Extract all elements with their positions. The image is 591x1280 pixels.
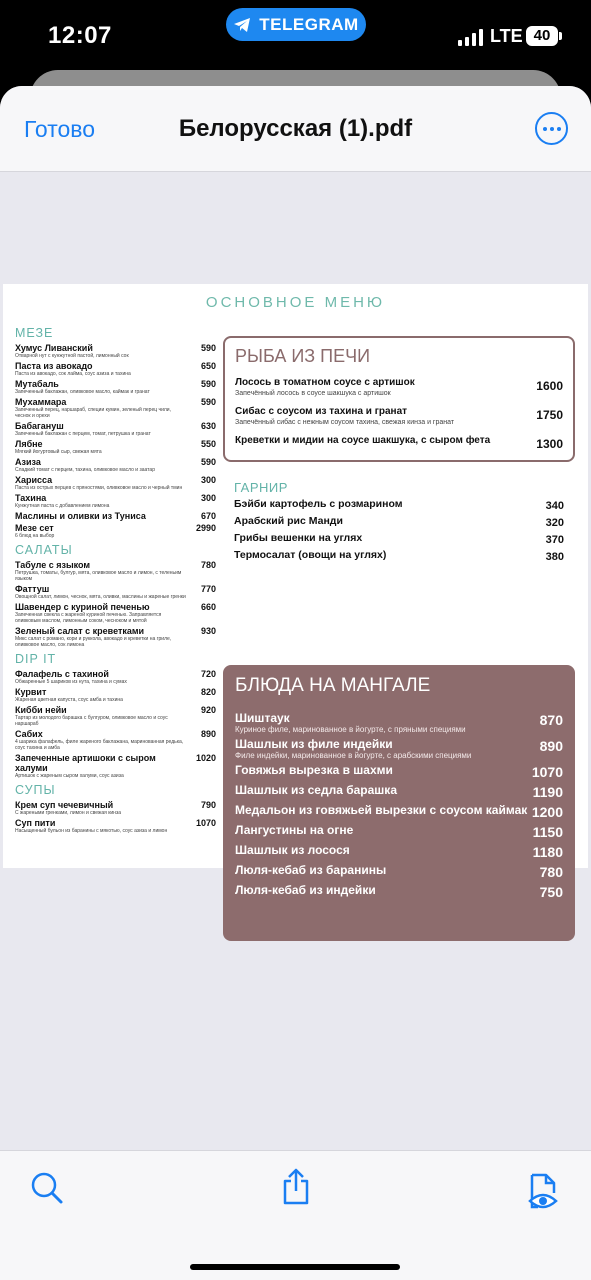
item-name: Фаттуш: [15, 584, 50, 594]
item-price: 550: [200, 439, 216, 449]
item-name: Медальон из говяжьей вырезки с соусом каймак: [235, 803, 528, 817]
item-name: Харисса: [15, 475, 53, 485]
item-name: Курвит: [15, 687, 47, 697]
item-name: Термосалат (овощи на углях): [234, 549, 387, 561]
item-description: Запечённый сибас с нежным соусом тахина, свежая кинза и гранат: [235, 419, 455, 426]
item-price: 1150: [532, 824, 563, 840]
item-price: 340: [545, 500, 564, 512]
menu-item: [15, 729, 216, 751]
item-description: Запеченный баклажан, оливковое масло, каймак и гранат: [15, 389, 150, 395]
home-indicator: [190, 1264, 400, 1270]
item-name: Сибас с соусом из тахина и гранат: [235, 406, 408, 417]
item-price: 590: [200, 379, 216, 389]
grill-title: БЛЮДА НА МАНГАЛЕ: [235, 675, 431, 696]
item-price: 1190: [532, 784, 563, 800]
item-name: Хумус Ливанский: [15, 343, 93, 353]
network-type: LTE: [490, 26, 523, 46]
item-name: Шиштаук: [235, 711, 290, 725]
menu-item: [15, 361, 216, 377]
item-name: Крем суп чечевичный: [15, 800, 114, 810]
item-description: Петрушка, томаты, булгур, мята, оливковое масло и лимон, с теленьим языком: [15, 570, 182, 582]
item-price: 1070: [531, 764, 563, 780]
item-price: 920: [200, 705, 216, 715]
fish-title: РЫБА ИЗ ПЕЧИ: [235, 346, 371, 366]
item-description: Филе индейки, маринованное в йогурте, с арабскими специями: [235, 751, 472, 760]
telegram-label: TELEGRAM: [259, 14, 359, 34]
garnish-item: [234, 548, 564, 565]
item-name: Сабих: [15, 729, 43, 739]
item-name: Шашлык из лосося: [235, 843, 350, 857]
grill-item: [235, 843, 563, 860]
item-name: Грибы вешенки на углях: [234, 532, 363, 544]
item-price: 300: [200, 493, 216, 503]
grill-item: [235, 711, 563, 734]
grill-item: [235, 823, 563, 840]
grill-item: [235, 737, 563, 760]
item-name: Зеленый салат с креветками: [15, 626, 145, 636]
item-description: Куриное филе, маринованное в йогурте, с пряными специями: [235, 725, 466, 734]
item-name: Фалафель с тахиной: [15, 669, 109, 679]
status-time: 12:07: [48, 22, 112, 49]
item-name: Мезе сет: [15, 523, 54, 533]
item-price: 770: [200, 584, 216, 594]
section-title: DIP IT: [15, 652, 57, 666]
item-price: 370: [545, 534, 564, 546]
item-name: Лябне: [15, 439, 43, 449]
menu-item: [15, 379, 216, 395]
fish-item: [235, 435, 563, 451]
menu-item: [15, 687, 216, 703]
battery-tip: [559, 32, 562, 40]
item-description: Жареная цветная капуста, соус амба и тахина: [15, 697, 123, 703]
item-price: 660: [200, 602, 216, 612]
item-price: 1300: [536, 437, 563, 451]
item-price: 650: [200, 361, 216, 371]
menu-item: [15, 493, 216, 509]
item-price: 780: [539, 864, 563, 880]
item-price: 930: [200, 626, 216, 636]
item-description: Паста из авокадо, сок лайма, соус азиза и тахина: [15, 371, 131, 377]
grill-item: [235, 783, 563, 800]
garnish-item: [234, 514, 564, 531]
item-price: 870: [539, 712, 563, 728]
menu-item: [15, 602, 216, 624]
item-name: Бабагануш: [15, 421, 64, 431]
item-price: 890: [539, 738, 563, 754]
item-description: Мягкий йогуртовый сыр, свежая мята: [15, 449, 102, 455]
document-title: Белорусская (1).pdf: [178, 115, 413, 142]
section-title: САЛАТЫ: [15, 543, 73, 557]
grill-item: [235, 883, 563, 900]
item-description: Тартар из молодого барашка с булгуром, оливковое масло и соус наршараб: [15, 715, 168, 727]
menu-item: [15, 705, 216, 727]
item-price: 1750: [536, 408, 563, 422]
item-price: 720: [200, 669, 216, 679]
navigation-bar: [0, 86, 591, 172]
section-title: СУПЫ: [15, 783, 56, 797]
menu-item: [15, 818, 216, 834]
signal-icon: [458, 28, 483, 46]
menu-item: [15, 343, 216, 359]
item-description: Сладкий томат с перцем, тахина, оливковое масло и заатар: [15, 467, 155, 473]
item-name: Тахина: [15, 493, 47, 503]
garnish-title: ГАРНИР: [234, 480, 288, 495]
item-name: Маслины и оливки из Туниса: [15, 511, 146, 521]
item-name: Суп пити: [15, 818, 56, 828]
item-description: 4 шарика фалафель, филе жареного баклажана, маринованная редька, соус тахина и амба: [15, 739, 184, 751]
item-price: 380: [545, 551, 564, 563]
item-name: Шавендер с куриной печенью: [15, 602, 150, 612]
item-description: Паста из острых перцев с пряностями, оливковое масло и черный тмин: [15, 485, 183, 491]
menu-item: [15, 523, 216, 539]
item-description: Запеченный перец, наршараб, специи кумин, зеленый перец чили, чеснок и орехи: [15, 407, 171, 419]
item-name: Лангустины на огне: [235, 823, 354, 837]
item-name: Азиза: [15, 457, 41, 467]
item-description: Обжаренные 5 шариков из нута, тахина и сумах: [15, 679, 127, 685]
item-name: Мухаммара: [15, 397, 67, 407]
item-description: Запечённый лосось в соусе шакшука с артишок: [235, 390, 391, 397]
item-name: Арабский рис Манди: [234, 515, 343, 527]
item-name: Шашлык из седла барашка: [235, 783, 397, 797]
menu-item: [15, 421, 216, 437]
menu-item: [15, 457, 216, 473]
telegram-icon: [233, 17, 251, 33]
menu-item: [15, 511, 216, 521]
share-icon[interactable]: [281, 1167, 311, 1205]
fish-box: [223, 336, 575, 462]
item-price: 670: [200, 511, 216, 521]
item-name: Кибби нейи: [15, 705, 67, 715]
item-name: Бэйби картофель с розмарином: [234, 498, 403, 510]
item-description: Запеченная свекла с жареной куриной печенью. Заправляется оливковым маслом, лимонным соком, чесноком и мятой: [15, 612, 162, 624]
item-price: 1020: [195, 753, 216, 763]
item-name: Люля-кебаб из баранины: [235, 863, 387, 877]
grill-item: [235, 803, 563, 820]
menu-item: [15, 753, 216, 779]
item-price: 790: [200, 800, 216, 810]
item-description: Отварной нут с кунжутной пастой, лимонный сок: [15, 353, 129, 359]
menu-item: [15, 626, 216, 648]
doc-eye-icon[interactable]: [526, 1173, 560, 1211]
grill-item: [235, 763, 563, 780]
item-description: Запеченный баклажан с перцем, томат, петрушка и гранат: [15, 431, 151, 437]
item-name: Мутабаль: [15, 379, 59, 389]
done-button[interactable]: Готово: [24, 116, 96, 142]
item-price: 1180: [532, 844, 563, 860]
item-name: Говяжья вырезка в шахми: [235, 763, 393, 777]
item-price: 1070: [195, 818, 216, 828]
garnish-item: [234, 497, 564, 514]
item-price: 1600: [536, 379, 563, 393]
fish-item: [235, 406, 563, 427]
battery-icon: 40: [526, 26, 558, 46]
item-description: Овощной салат, лимон, чеснок, мята, оливки, маслины и жареные гренки: [15, 594, 186, 600]
item-name: Креветки и мидии на соусе шакшука, с сыром фета: [235, 435, 491, 446]
item-price: 750: [539, 884, 563, 900]
item-name: Люля-кебаб из индейки: [235, 883, 376, 897]
item-description: Кунжутная паста с добавлением лимона: [15, 503, 110, 509]
grill-item: [235, 863, 563, 880]
item-description: Насыщенный бульон из баранины с мякотью, соус азиза и лимон: [15, 828, 168, 834]
bottom-toolbar: [0, 1150, 591, 1280]
grill-box: [223, 665, 575, 941]
item-price: 590: [200, 343, 216, 353]
menu-heading: ОСНОВНОЕ МЕНЮ: [205, 294, 386, 311]
item-name: Табуле с языком: [15, 560, 91, 570]
item-description: Микс салат с романо, кори и руккола, авокадо и креветки на гриле, оливковое масло, сок лимона: [15, 636, 172, 648]
menu-item: [15, 439, 216, 455]
item-price: 780: [200, 560, 216, 570]
item-price: 300: [200, 475, 216, 485]
item-price: 820: [200, 687, 216, 697]
item-price: 890: [200, 729, 216, 739]
menu-item: [15, 800, 216, 816]
menu-item: [15, 584, 216, 600]
item-price: 320: [545, 517, 564, 529]
menu-item: [15, 669, 216, 685]
item-name: Лосось в томатном соусе с артишок: [235, 377, 415, 388]
item-description: Артишок с жареным сыром халуми, соус азиза: [15, 773, 124, 779]
garnish-section: [234, 480, 564, 565]
pdf-page[interactable]: [3, 284, 588, 900]
left-column: [15, 322, 216, 836]
menu-item: [15, 560, 216, 582]
item-price: 1200: [531, 804, 563, 820]
item-price: 630: [200, 421, 216, 431]
telegram-return-pill[interactable]: [226, 8, 366, 41]
item-name: Запеченные артишоки с сыром халуми: [15, 753, 156, 773]
garnish-item: [234, 531, 564, 548]
section-title: МЕЗЕ: [15, 326, 54, 340]
item-name: Паста из авокадо: [15, 361, 93, 371]
item-price: 590: [200, 397, 216, 407]
item-price: 2990: [195, 523, 216, 533]
status-bar: [0, 0, 591, 72]
more-icon[interactable]: [535, 112, 568, 145]
menu-item: [15, 397, 216, 419]
fish-item: [235, 377, 563, 398]
item-price: 590: [200, 457, 216, 467]
search-icon[interactable]: [30, 1171, 64, 1205]
item-name: Шашлык из филе индейки: [235, 737, 393, 751]
menu-item: [15, 475, 216, 491]
item-description: 6 блюд на выбор: [15, 533, 55, 539]
item-description: С жареными гренками, лимон и свежая кинза: [15, 810, 122, 816]
